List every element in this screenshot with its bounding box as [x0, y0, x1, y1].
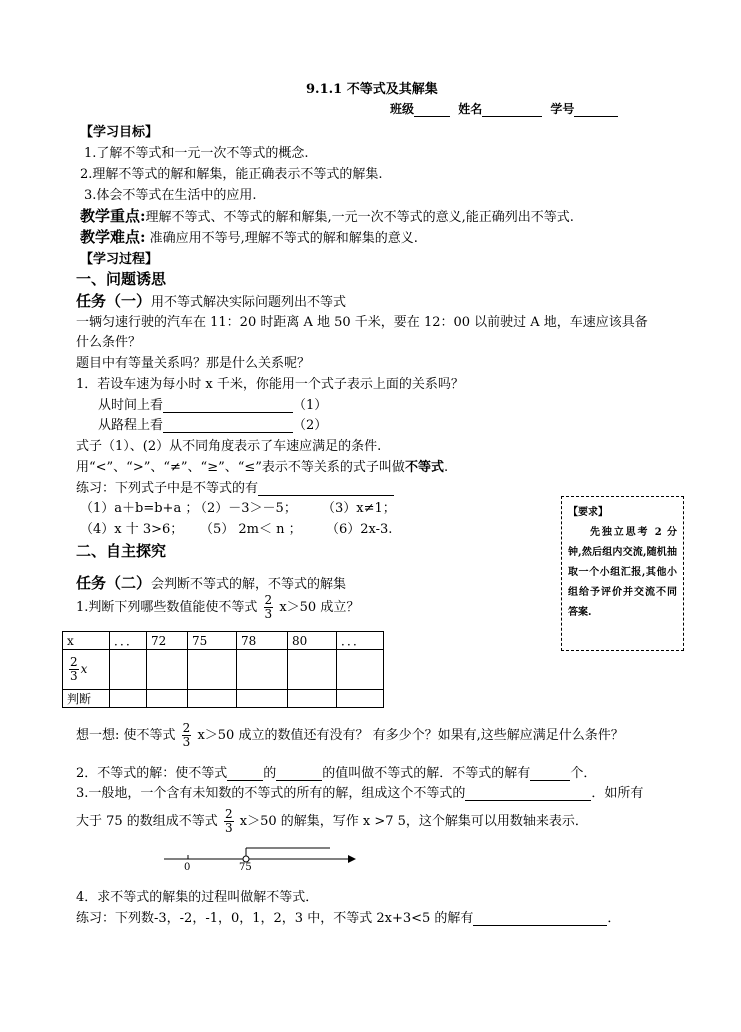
table-cell[interactable]: [147, 650, 188, 690]
class-label: 班级: [390, 102, 415, 116]
q1-suffix: x＞50 成立？: [279, 600, 360, 615]
path-num: （2）: [293, 418, 328, 433]
def2-blank3[interactable]: [530, 767, 570, 781]
fraction-num: 2: [182, 721, 191, 735]
table-cell[interactable]: [337, 690, 384, 708]
requirement-text: 先独立思考 2 分钟,然后组内交流,随机抽取一个小组汇报,其他小组给予评价并交流不同答案.: [568, 527, 677, 618]
def3-blank[interactable]: [465, 787, 591, 801]
key-point-text: 理解不等式、不等式的解和解集,一元一次不等式的意义,能正确列出不等式.: [145, 210, 574, 225]
exercise-blank[interactable]: [473, 912, 607, 926]
fraction: [69, 656, 79, 683]
number-label: 学号: [550, 102, 575, 116]
table-cell[interactable]: [147, 690, 188, 708]
definition-inequality: [76, 456, 448, 475]
time-blank[interactable]: [163, 399, 293, 413]
def2-blank2[interactable]: [276, 767, 322, 781]
task1: [76, 290, 346, 311]
table-row: [63, 650, 384, 690]
axis-arrow: [348, 855, 356, 863]
axis-label-0: 0: [184, 862, 191, 873]
fraction-num: 2: [264, 593, 273, 607]
section1-heading: 一、问题诱思: [76, 270, 167, 288]
time-label: 从时间上看: [98, 398, 164, 413]
def2-c: 的值叫做不等式的解．不等式的解有: [322, 766, 531, 781]
difficulty-text: 准确应用不等号,理解不等式的解和解集的意义.: [145, 231, 418, 246]
time-num: （1）: [293, 398, 328, 413]
table-cell[interactable]: [288, 690, 337, 708]
question-1: 1．若设车速为每小时 x 千米，你能用一个式子表示上面的关系吗？: [76, 377, 464, 392]
section2-heading: 二、自主探究: [76, 542, 167, 560]
fraction: [224, 808, 234, 835]
def-prefix: 用“<”、“>”、“≠”、“≥”、“≤”表示不等关系的式子叫做: [76, 460, 405, 475]
def-suffix: .: [443, 460, 449, 475]
path-label: 从路程上看: [98, 418, 164, 433]
table-cell[interactable]: [288, 650, 337, 690]
class-blank[interactable]: [414, 103, 450, 117]
key-point-label: 教学重点:: [80, 207, 146, 225]
option: （1）a＋b=b+a ；: [80, 501, 199, 516]
key-point: [80, 205, 574, 226]
option: （6）2x-3.: [326, 522, 393, 537]
fraction: [264, 594, 274, 621]
table-cell: [63, 650, 110, 690]
fraction: [182, 722, 192, 749]
def2-blank1[interactable]: [227, 767, 263, 781]
path-blank[interactable]: [163, 419, 293, 433]
practice-blank[interactable]: [258, 482, 394, 496]
goal-item: 3.体会不等式在生活中的应用.: [84, 188, 257, 203]
exercise-end: ．: [607, 911, 621, 926]
goal-item: 1.了解不等式和一元一次不等式的概念.: [84, 146, 309, 161]
table-cell[interactable]: [337, 650, 384, 690]
def2-a: 2．不等式的解：使不等式: [76, 766, 228, 781]
axis-label-75: 75: [239, 862, 252, 873]
practice-text: 练习：下列式子中是不等式的有: [76, 481, 259, 496]
def4: 4．求不等式的解集的过程叫做解不等式．: [76, 890, 319, 905]
time-row: [98, 394, 327, 413]
table-cell[interactable]: [110, 690, 147, 708]
difficulty-label: 教学难点:: [80, 228, 146, 246]
table-cell[interactable]: [110, 650, 147, 690]
exercise-row: [76, 907, 620, 926]
def2-d: 个．: [570, 766, 597, 781]
def3-b: ．如所有: [591, 786, 644, 801]
table-cell: 78: [237, 632, 288, 650]
think-suffix: x＞50 成立的数值还有没有？ 有多少个？如果有,这些解应满足什么条件？: [197, 728, 624, 743]
fraction-den: 3: [182, 735, 191, 749]
number-blank[interactable]: [574, 103, 618, 117]
def3-d: x＞50 的解集，写作 x >7 5，这个解集可以用数轴来表示．: [239, 814, 588, 829]
practice-row: [76, 477, 394, 496]
fraction-num: 2: [70, 655, 78, 669]
header-fields: [390, 100, 618, 117]
q1-prefix: 1.判断下列哪些数值能使不等式: [76, 600, 258, 615]
think-prefix: 想一想: 使不等式: [76, 728, 176, 743]
def3-row1: [76, 782, 643, 801]
option: （5） 2m＜ n ；: [200, 522, 302, 537]
think-row: [76, 722, 624, 749]
problem-line2: 什么条件？: [76, 335, 142, 350]
goals-heading: 【学习目标】: [80, 125, 159, 140]
judge-table: [62, 631, 384, 708]
name-blank[interactable]: [482, 103, 542, 117]
table-cell[interactable]: [188, 690, 237, 708]
table-cell: x: [63, 632, 110, 650]
exercise-text: 练习：下列数-3，-2，-1，0，1，2，3 中，不等式 2x+3<5 的解有: [76, 911, 474, 926]
note-1: 式子（1）、(2）从不同角度表示了车速应满足的条件.: [76, 439, 382, 454]
fraction-den: 3: [264, 607, 273, 621]
var-x: x: [80, 662, 88, 676]
task1-text: 用不等式解决实际问题列出不等式: [151, 295, 347, 310]
table-cell[interactable]: [237, 690, 288, 708]
question-equal: 题目中有等量关系吗？那是什么关系呢？: [76, 356, 311, 371]
def-term: 不等式: [404, 460, 444, 475]
difficulty: [80, 226, 418, 247]
table-cell[interactable]: [237, 650, 288, 690]
table-cell: 80: [288, 632, 337, 650]
table-cell: ．．．: [337, 632, 384, 650]
table-cell: 72: [147, 632, 188, 650]
table-cell: 75: [188, 632, 237, 650]
page-title: 9.1.1 不等式及其解集: [306, 82, 438, 97]
fraction-den: 3: [224, 821, 233, 835]
task2-label: 任务（二）: [76, 574, 152, 592]
path-row: [98, 414, 327, 433]
def3-c: 大于 75 的数组成不等式: [76, 814, 218, 829]
problem-line1: 一辆匀速行驶的汽车在 11：20 时距离 A 地 50 千米，要在 12：00 以前驶过 A 地，车速应该具备: [76, 315, 648, 330]
goal-item: 2.理解不等式的解和解集，能正确表示不等式的解集.: [80, 167, 383, 182]
fraction-num: 2: [224, 807, 233, 821]
task2-text: 会判断不等式的解，不等式的解集: [151, 577, 347, 592]
fraction-den: 3: [70, 669, 78, 683]
task2: [76, 572, 346, 593]
def3-row2: [76, 808, 588, 835]
option: （3）x≠1；: [322, 501, 396, 516]
process-heading: 【学习过程】: [80, 252, 159, 267]
table-cell: 判断: [63, 690, 110, 708]
table-cell: ．．．: [110, 632, 147, 650]
requirement-title: 【要求】: [568, 507, 608, 518]
option: （4）x 十 3>6；: [80, 522, 184, 537]
table-row: [63, 690, 384, 708]
option: （2）－3＞－5；: [194, 501, 297, 516]
name-label: 姓名: [458, 102, 483, 116]
def2-row: [76, 762, 596, 781]
def2-b: 的: [263, 766, 277, 781]
table-cell[interactable]: [188, 650, 237, 690]
task1-label: 任务（一）: [76, 292, 152, 310]
def3-a: 3.一般地，一个含有未知数的不等式的所有的解，组成这个不等式的: [76, 786, 466, 801]
requirement-box: [561, 496, 684, 651]
question-judge: [76, 594, 359, 621]
table-row: [63, 632, 384, 650]
